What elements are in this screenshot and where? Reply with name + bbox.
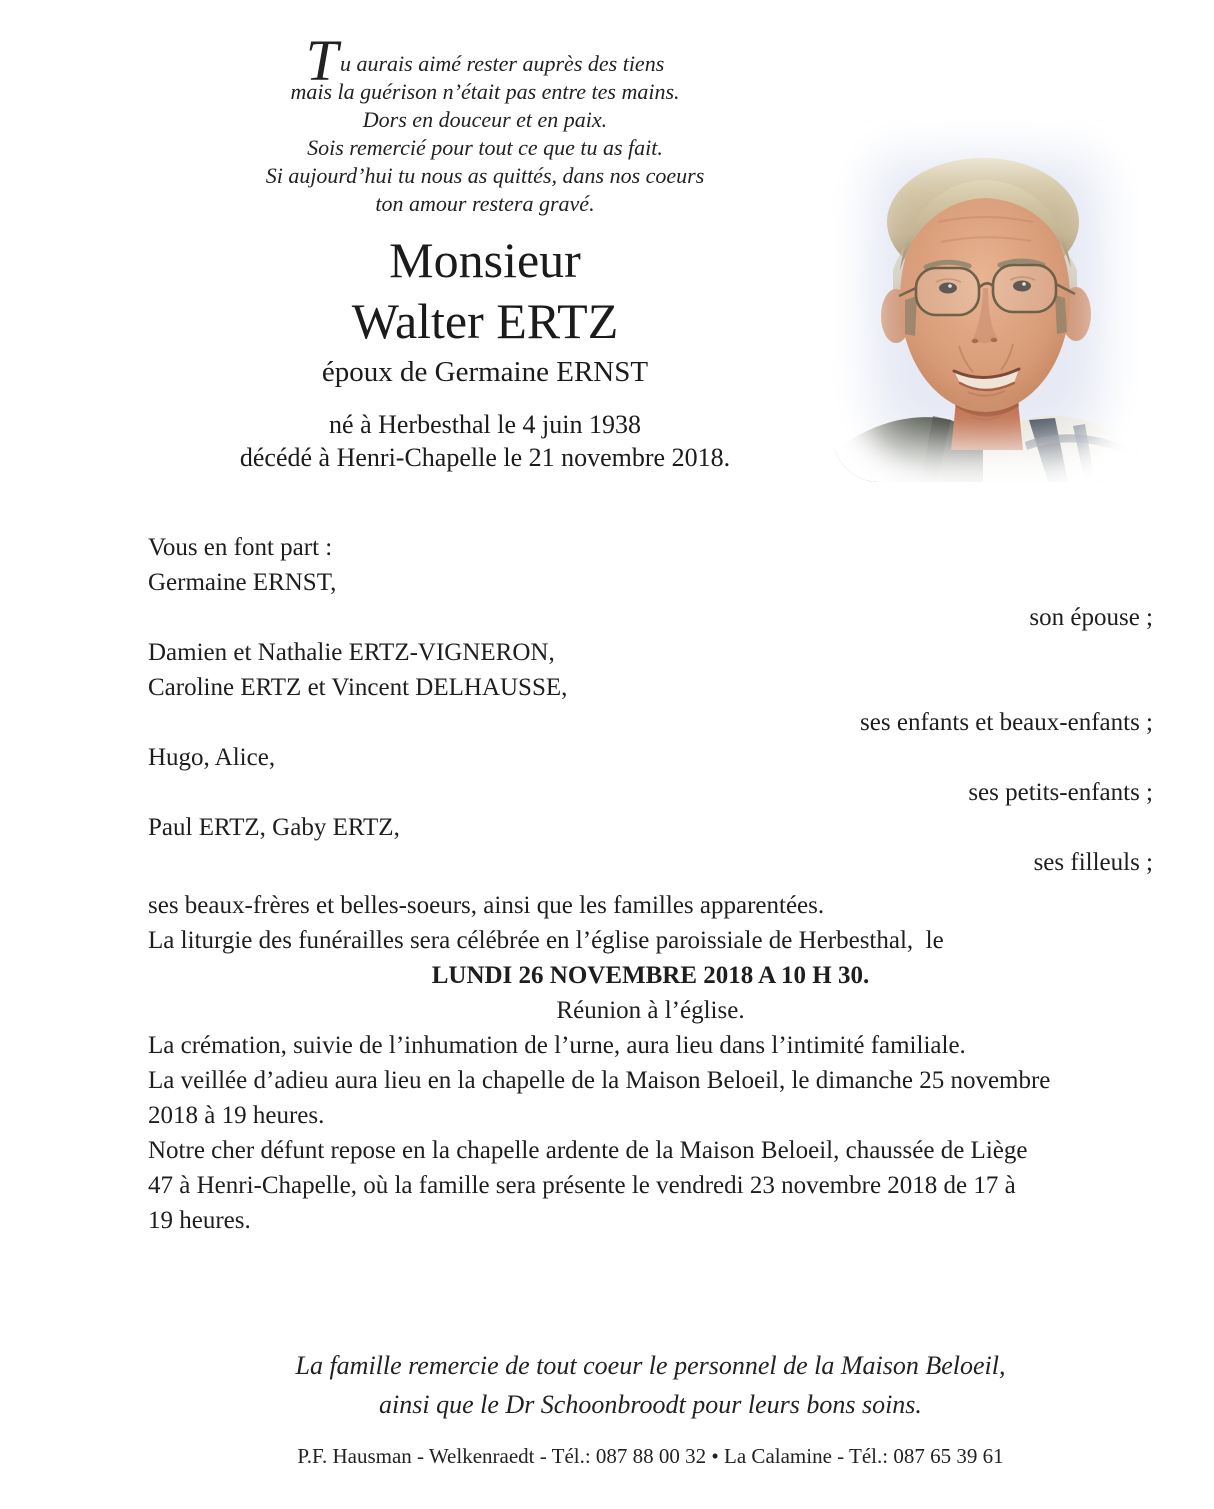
relation-label-spouse: son épouse ; [1029,604,1153,631]
vigil-line-2: 2018 à 19 heures. [148,1102,325,1129]
funeral-home-footer: P.F. Hausman - Welkenraedt - Tél.: 087 88 00 32 • La Calamine - Tél.: 087 65 39 61 [297,1444,1004,1468]
relation-label-children: ses enfants et beaux-enfants ; [860,709,1153,736]
portrait-illustration [833,120,1140,482]
announcement-body [148,530,1153,1238]
relation-label-godchildren: ses filleuls ; [1033,849,1153,876]
deceased-title: Monsieur [389,232,581,288]
repose-line-3: 19 heures. [148,1207,251,1234]
photo-vignette [833,120,1140,482]
deceased-portrait-photo [833,120,1140,482]
funeral-date-line: LUNDI 26 NOVEMBRE 2018 A 10 H 30. [431,962,870,989]
repose-paragraph [148,1133,1153,1238]
relation-names-children-1: Damien et Nathalie ERTZ-VIGNERON, [148,639,555,666]
announcement-closing: ses beaux-frères et belles-soeurs, ainsi que les familles apparentées. [148,892,825,919]
announcement-intro: Vous en font part : [148,534,333,561]
memorial-poem [140,28,830,218]
death-line: décédé à Henri-Chapelle le 21 novembre 2018. [239,443,731,472]
birth-line: né à Herbesthal le 4 juin 1938 [329,410,641,439]
poem-line-2: mais la guérison n’était pas entre tes mains. [290,79,680,104]
deceased-spouse-line: époux de Germaine ERNST [321,356,649,388]
meeting-line: Réunion à l’église. [556,997,745,1024]
deceased-name: Walter ERTZ [351,293,619,349]
repose-line-2: 47 à Henri-Chapelle, où la famille sera présente le vendredi 23 novembre 2018 de 17 à [148,1172,1016,1199]
family-thanks [148,1346,1153,1424]
vigil-paragraph [148,1063,1153,1133]
poem-line-5: Si aujourd’hui tu nous as quittés, dans nos coeurs [265,163,705,188]
deceased-header [140,230,830,474]
poem-dropcap: T [305,28,338,93]
poem-line-1-text: u aurais aimé rester auprès des tiens [339,51,665,76]
relation-names-grandchildren: Hugo, Alice, [148,744,276,771]
poem-line-6: ton amour restera gravé. [375,191,595,216]
vigil-line-1: La veillée d’adieu aura lieu en la chapelle de la Maison Beloeil, le dimanche 25 novembre [148,1067,1051,1094]
liturgy-line: La liturgie des funérailles sera célébrée en l’église paroissiale de Herbesthal, le [148,927,944,954]
relation-names-godchildren: Paul ERTZ, Gaby ERTZ, [148,814,400,841]
repose-line-1: Notre cher défunt repose en la chapelle ardente de la Maison Beloeil, chaussée de Liège [148,1137,1028,1164]
deceased-dates [140,408,830,474]
relation-names-spouse: Germaine ERNST, [148,569,337,596]
thanks-line-1: La famille remercie de tout coeur le personnel de la Maison Beloeil, [295,1351,1006,1380]
relation-label-grandchildren: ses petits-enfants ; [968,779,1153,806]
relation-names-children-2: Caroline ERTZ et Vincent DELHAUSSE, [148,674,568,701]
poem-line-4: Sois remercié pour tout ce que tu as fait. [307,135,663,160]
thanks-line-2: ainsi que le Dr Schoonbroodt pour leurs bons soins. [379,1390,922,1419]
cremation-line: La crémation, suivie de l’inhumation de l’urne, aura lieu dans l’intimité familiale. [148,1032,966,1059]
poem-line-3: Dors en douceur et en paix. [362,107,608,132]
